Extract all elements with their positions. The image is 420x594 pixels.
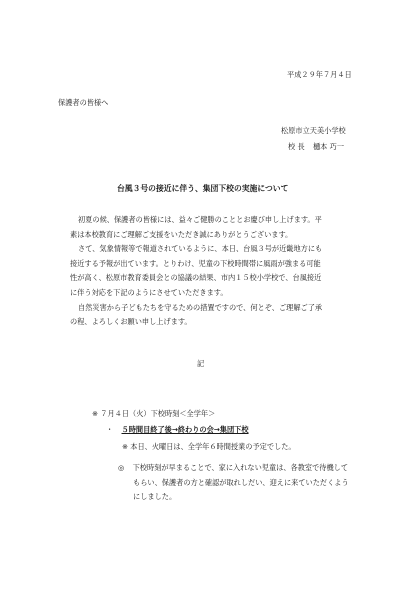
- body-line: さて、気象情報等で報道されているように、本日、台風３号が近畿地方にも: [78, 244, 323, 254]
- caution-block: [118, 461, 349, 505]
- issue-date: 平成２９年７月４日: [287, 70, 352, 79]
- body-line: 素は本校教育にご理解ご支援をいただき誠にありがとうございます。: [70, 229, 293, 239]
- schedule-highlight: ５時間目終了後→終わりの会→集団下校: [121, 425, 249, 434]
- bullet-mark: ・: [106, 425, 114, 434]
- caution-line: もらい、保護者の方と確認が取れしだい、迎えに来ていただくよう: [133, 477, 349, 487]
- body-line: 自然災害から子どもたちを守るための措置ですので、何とぞ、ご理解ご了承: [78, 302, 323, 312]
- ki-marker: 記: [197, 359, 205, 368]
- notice-highlight-line: [106, 426, 249, 433]
- body-line: 初夏の候、保護者の皆様には、益々ご健勝のこととお慶び申し上げます。平: [78, 215, 322, 224]
- document-title: 台風３号の接近に伴う、集団下校の実施について: [117, 184, 289, 193]
- body-paragraphs: [70, 213, 348, 330]
- school-name: 松原市立天美小学校: [281, 126, 346, 135]
- body-line: 接近する予報が出ています。とりわけ、児童の下校時間帯に風雨が強まる可能: [70, 258, 321, 268]
- principal-line: [288, 143, 344, 150]
- caution-mark: ◎: [118, 463, 125, 472]
- body-line: 性が高く、松原市教育委員会との協議の結果、市内１５校小学校で、台風接近: [70, 273, 322, 283]
- caution-line: ◎ 下校時刻が早まることで、家に入れない児童は、各教室で待機して: [118, 463, 349, 472]
- body-line: の程、よろしくお願い申し上げます。: [70, 317, 192, 327]
- schedule-note: ※ 本日、火曜日は、全学年６時間授業の予定でした。: [122, 442, 296, 451]
- principal-name: 樋本 巧一: [312, 142, 345, 151]
- caution-line: にしました。: [133, 492, 177, 502]
- body-line: に伴う対応を下記のようにさせていただきます。: [70, 287, 228, 297]
- principal-title: 校 長: [288, 142, 305, 151]
- notice-heading: ※ ７月４日（火）下校時刻＜全学年＞: [92, 409, 216, 418]
- recipient-line: 保護者の皆様へ: [58, 98, 109, 107]
